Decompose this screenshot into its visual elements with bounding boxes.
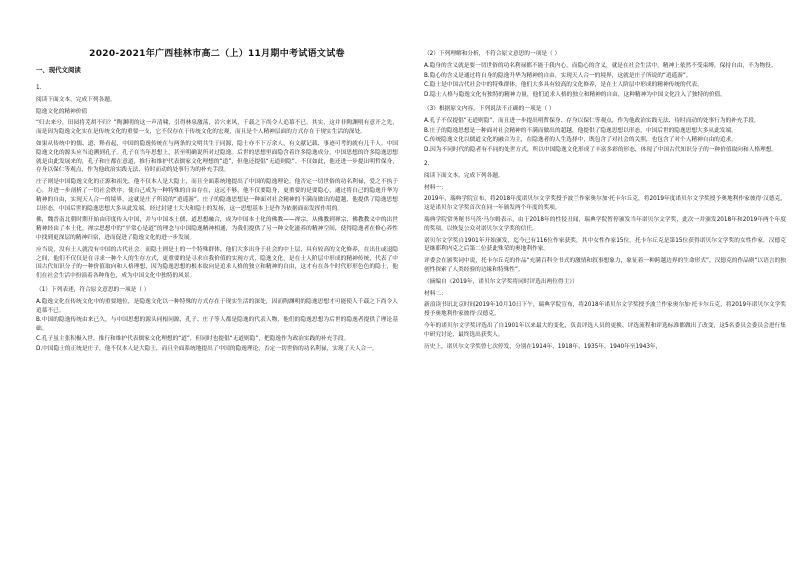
option-d: D.隐士人格与隐逸文化有独特的精神力量，他们追求人格的独立和精神的自由，这种精神为中国文化注入了独特的价值。	[424, 92, 726, 99]
question-2-stem: （2）下列理解和分析，不符合原文意思的一项是（ ）	[424, 51, 561, 57]
passage-paragraph: 应当说，没有士人就没有中国的古代社会。而隐士则是士的一个特殊群体，他们大多出身于社会的中上层，具有较高的文化修养，在出仕或退隐之间，他们不仅仅是在寻求一种个人的生存方式，更重要的是寻求自我价值的实现方式，隐逸文化，是在士人阶层中形成的精神传统，代表了中国古代知识分子的一种价值取向和人格理想，因为隐逸思想的根本取向是追求人格的独立和精神的自由，这才有在各个时代形形色色的隐士，他们在社会生活中扮演着各种角色，成为中国文化中独特的风景。	[36, 246, 398, 280]
material-1-label: 材料一：	[424, 184, 447, 191]
left-column	[36, 0, 398, 561]
option-c: C.孔子虽主张积极入世，推行和维护代表儒家文化理想的“道”，但同时也提倡“无道则隐”，把隐逸作为政治实践的补充手段。	[36, 335, 350, 342]
material-paragraph: 诺贝尔文学奖自1901年开始颁发，迄今已有116位作家获奖，其中女性作家15位。托卡尔丘克是第15位获得诺贝尔文学奖的女性作家。汉德克是继耶利内克之后第二位获此殊荣的奥地利作家。	[424, 237, 786, 253]
material-paragraph: 新浪读书讯北京时间2019年10月10日下午，瑞典学院宣布，将2018年诺贝尔文学奖授予波兰作家奥尔加·托卡尔丘克，将2019年诺贝尔文学奖授予奥地利作家彼得·汉德克。	[424, 302, 786, 318]
material-paragraph: 今年的诺贝尔文学奖评选出了自1901年以来最大的变化，负责评选人员的更换、评选流程和评选标准都做出了改变，这5名委员会委员会进行集中研究讨论，最终选出获奖人。	[424, 322, 786, 338]
option-a: A.隐身的含义就是要一切世俗的功名利禄都不能于我内心，而隐心的含义，就是在社会生活中，精神上依然不受束缚，保持自由，不为物役。	[424, 62, 777, 69]
material-paragraph: 瑞典学院常务秘书马茨·马尔姆表示，由于2018年的性侵丑闻，瑞典学院暂停颁发当年诺贝尔文学奖，此次一并颁发2018年和2019年两个年度的奖项，以恢复公众对诺贝尔文学奖的信任。	[424, 216, 786, 232]
passage-title: 隐逸文化的精神价值	[36, 108, 88, 115]
passage-paragraph: 佛，魏晋南北朝时期开始由印度传入中国，并与中国本土儒、道思想融合，成为中国本土化的佛教——禅宗，从佛教到禅宗，佛教教义中的出世精神经由了本土化，禅宗思想中的“平常心是道”的理念与中国隐逸精神相通，为我们提供了另一种文化滋养的精神空间，使得隐逸者在修心养性中找到更深层的精神归宿，进而促进了隐逸文化的进一步发展。	[36, 217, 398, 241]
option-b: B.中国的隐逸传统由来已久，与中国思想的源头同根同源，孔子、庄子等人都是隐逸的代表人物，他们的隐逸思想为后世的隐逸者提供了理论基础。	[36, 317, 398, 333]
question-3-stem: （3）根据原文内容，下列说法不正确的一项是（ ）	[424, 105, 555, 112]
question-1-stem: （1）下列表述，符合原文意思的一项是（ ）	[36, 286, 150, 293]
material-1-source: （摘编自《2019年，诺贝尔文学奖将同时评选出两位得主》）	[424, 278, 578, 285]
right-column	[424, 0, 786, 561]
question-number-1: 1.	[36, 85, 42, 91]
option-c: C.传统隐逸文化以儒道文化的融合为主，在隐逸者的人生选择中，既包含了对社会的关照，也包含了对个人精神自由的追求。	[424, 137, 737, 144]
material-paragraph: 评委会在颁奖词中说，托卡尔丘克的作品“充满百科全书式的激情和叙事想象力，象征着一种跨越边界的生命形式”，汉德克的作品则“以语言的独创性探索了人类经验的边缘和特殊性”。	[424, 258, 786, 273]
passage-paragraph: “归去来兮，田园将芜胡不归？”陶渊明的这一声清啸，引得林泉激荡，岩穴来风，千载之下尚令人追慕不已。其实，这并非陶渊明有意开之先，而是因为隐逸文化实在是传统文化的重要一支，它不仅存在于传统文化的宏观，而且是个人精神层面的方式存在于规实生活的深处。	[36, 120, 398, 136]
option-b: B.庄子的隐逸思想是一种面对社会精神的不满而做出的超越，他提供了隐逸思想以形态，中国后世的隐逸思想大多从此发端。	[424, 127, 737, 134]
passage-paragraph: 如果从传统中的儒、道、释看起，中国的隐逸传统在与两条的文明共生于同源，隐士亦不下万余人，有文献记载、事迹可考的就有几千人。中国隐逸文化的源头应当追溯到孔子。孔子在当年思想上，甚至明确说所对过隐逸。后世的思想里面隐含着许多隐逸成分，中国思想的许多隐逸思想就是由此发展来的，孔子和庄都在意道，推行和维护代表儒家文化理想的“道”，但他还提倡“无道则隐”。不仅如此，他还进一步提出明哲保身，存身以保仁等观点，作为他政治实践无法、待时而动的处事行为的补充手段。	[36, 140, 398, 174]
option-a: A.孔子不仅提倡“无道则隐”，而且进一步提出明哲保身、存身以保仁等观点，作为他政治实践无法、待时而动的处事行为的补充手段。	[424, 117, 760, 124]
option-a: A.隐逸文化在传统文化中的重要地位，是隐逸文化以一种特殊的方式存在于现实生活的深处，因而陶渊明的隐逸思想才可能使人千载之下尚令人追慕不已。	[36, 298, 398, 314]
question-number-2: 2.	[424, 160, 430, 167]
option-d: D.中国隐士的正统是庄子，他不仅本人是大隐士，而且全面系统地提出了中国的隐逸理论，否定一切世俗的功名利禄，实现了天人合一。	[36, 345, 378, 352]
option-d: D.因为不同时代的隐者有不同的处世方式，所以中国隐逸文化形成了丰富多彩的形态，体现了中国古代知识分子的一种价值取向和人格理想。	[424, 147, 778, 154]
option-b: B.隐心的含义是通过将自身的隐逸升华为精神的自由，实现天人合一的境界，这就是庄子所说的“逍遥游”。	[424, 72, 692, 79]
section-heading: 一、现代文阅读	[36, 66, 81, 74]
passage-paragraph: 庄子则是中国隐逸文化的正源和祖先，他不仅本人是大隐士，而且全面系统地提出了中国的隐逸理论。他否定一切世俗的功名利禄，爱之不执于心。并进一步剖析了一切社会秩序，使自己成为一种特殊的自由存在，这远不够，他不仅要隐身，更重要的是要隐心，通过将自己的隐逸升华为精神的自由，实现天人合一的境界，这就是庄子所说的“逍遥游”。庄子的隐逸思想是一种面对社会精神的不满而做出的超越，他提供了隐逸思想以形态，中国后世的隐逸思想大多从此发端，经过封建士大夫和隐士的发扬，这一思想基本上是作为依据面而发挥作用的。	[36, 179, 398, 212]
instruction-2: 阅读下面文本，完成下列各题。	[424, 172, 504, 179]
material-paragraph: 历史上，诺贝尔文学奖曾七次停发，分别在1914年、1918年、1935年、1940年至1943年，	[424, 343, 662, 350]
instruction-1: 阅读下面文本，完成下列各题。	[36, 96, 116, 103]
option-c: C.隐士是中国古代社会中的特殊群体，他们大多具有较高的文化修养，是在士人阶层中形成的精神传统的代表。	[424, 82, 703, 89]
material-paragraph: 2019年，瑞典学院宣布，将2018年度诺贝尔文学奖授予波兰作家奥尔加·托卡尔丘克，将2019年度诺贝尔文学奖授予奥地利作家彼得·汉德克，这是诺贝尔文学奖首次在同一年颁发两个年度的奖项。	[424, 196, 786, 212]
material-2-label: 材料二：	[424, 290, 447, 297]
exam-title: 2020-2021年广西桂林市高二（上）11月期中考试语文试卷	[89, 49, 345, 59]
